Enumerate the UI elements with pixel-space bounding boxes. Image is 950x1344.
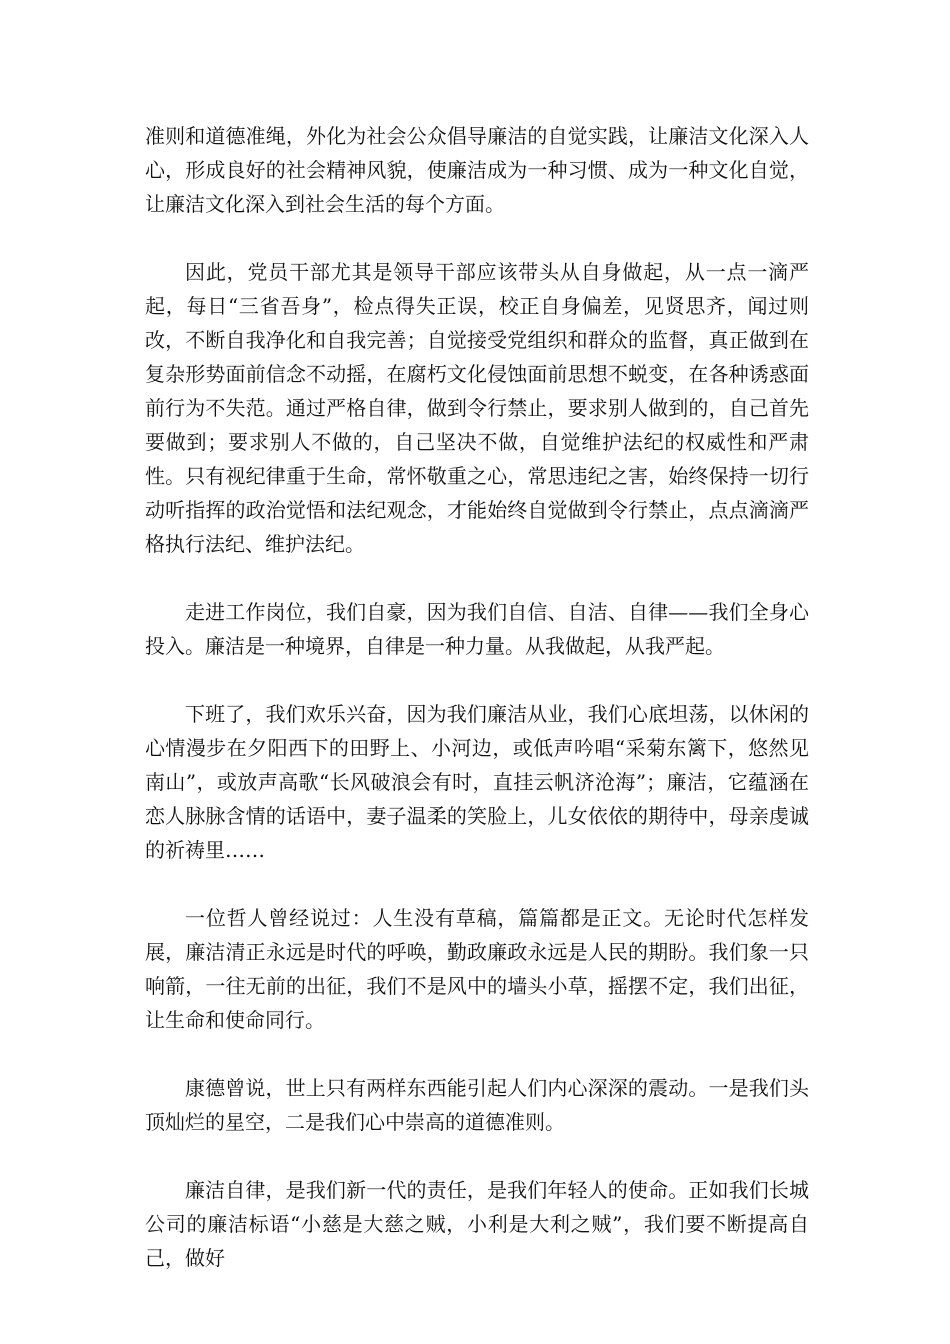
paragraph-philosopher: 一位哲人曾经说过：人生没有草稿，篇篇都是正文。无论时代怎样发展，廉洁清正永远是时代的呼唤，勤政廉政永远是人民的期盼。我们象一只响箭，一往无前的出征，我们不是风中的墙头小草，摇摆不定，我们出征，让生命和使命同行。 <box>145 906 809 1032</box>
paragraph-self-discipline: 廉洁自律，是我们新一代的责任，是我们年轻人的使命。正如我们长城公司的廉洁标语“小慈是大慈之贼，小利是大利之贼”，我们要不断提高自己，做好 <box>145 1178 809 1270</box>
document-body <box>145 119 809 1275</box>
paragraph-party-cadres: 因此，党员干部尤其是领导干部应该带头从自身做起，从一点一滴严起，每日“三省吾身”，检点得失正误，校正自身偏差，见贤思齐，闻过则改，不断自我净化和自我完善；自觉接受党组织和群众的监督，真正做到在复杂形势面前信念不动摇，在腐朽文化侵蚀面前思想不蜕变，在各种诱惑面前行为不失范。通过严格自律，做到令行禁止，要求别人做到的，自己首先要做到；要求别人不做的，自己坚决不做，自觉维护法纪的权威性和严肃性。只有视纪律重于生命，常怀敬重之心，常思违纪之害，始终保持一切行动听指挥的政治觉悟和法纪观念，才能始终自觉做到令行禁止，点点滴滴严格执行法纪、维护法纪。 <box>145 260 809 556</box>
paragraph-work-post: 走进工作岗位，我们自豪，因为我们自信、自洁、自律——我们全身心投入。廉洁是一种境界，自律是一种力量。从我做起，从我严起。 <box>145 600 809 658</box>
paragraph-after-work: 下班了，我们欢乐兴奋，因为我们廉洁从业，我们心底坦荡，以休闲的心情漫步在夕阳西下的田野上、小河边，或低声吟唱“采菊东篱下，悠然见南山”，或放声高歌“长风破浪会有时，直挂云帆济沧海”；廉洁，它蕴涵在恋人脉脉含情的话语中，妻子温柔的笑脸上，儿女依依的期待中，母亲虔诚的祈祷里…… <box>145 702 809 862</box>
paragraph-kant: 康德曾说，世上只有两样东西能引起人们内心深深的震动。一是我们头顶灿烂的星空，二是我们心中崇高的道德准则。 <box>145 1076 809 1134</box>
paragraph-continued-opening: 准则和道德准绳，外化为社会公众倡导廉洁的自觉实践，让廉洁文化深入人心，形成良好的社会精神风貌，使廉洁成为一种习惯、成为一种文化自觉，让廉洁文化深入到社会生活的每个方面。 <box>145 124 809 216</box>
